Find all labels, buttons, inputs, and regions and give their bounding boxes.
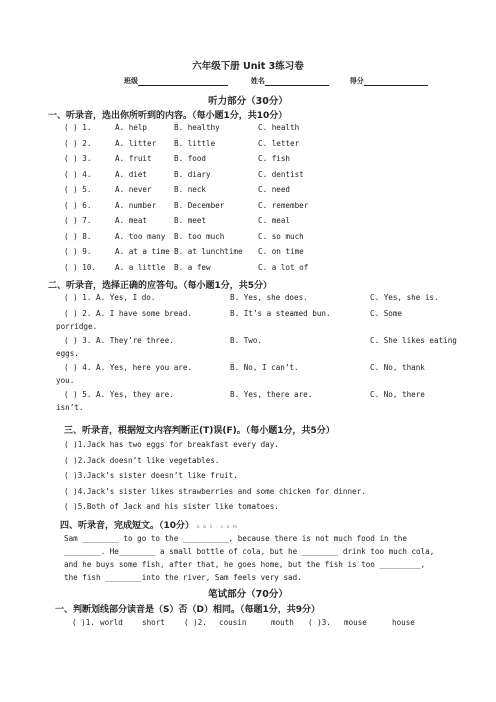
question-number: ( ) 9. xyxy=(64,247,92,256)
sec2-question-row xyxy=(64,309,444,321)
section-3-heading: 三、听录音，根据短文内容判断正(T)误(F)。（每小题1分，共5分） xyxy=(64,426,335,436)
option-b[interactable]: B. at lunchtime xyxy=(174,247,243,256)
underlined-word: cousin xyxy=(219,618,247,627)
true-false-statement: ( )1.Jack has two eggs for breakfast every day. xyxy=(64,440,279,449)
score-label: 得分 xyxy=(349,77,364,85)
true-false-statement: ( )5.Both of Jack and his sister like tomatoes. xyxy=(64,502,279,511)
option-b[interactable]: B. It’s a steamed bun. xyxy=(230,309,331,318)
question-number: ( ) 2. xyxy=(64,138,92,148)
question-number: ( )2. xyxy=(184,618,207,627)
option-c[interactable]: C. letter xyxy=(258,138,300,148)
option-a[interactable]: A. too many xyxy=(115,231,166,241)
question-number: ( ) 1. xyxy=(64,123,92,132)
sec2-question-row xyxy=(64,390,444,402)
option-a[interactable]: A. a little xyxy=(115,262,166,272)
underlined-word: house xyxy=(392,618,415,627)
true-false-statement: ( )2.Jack doesn’t like vegetables. xyxy=(64,455,220,465)
written-part-heading: 笔试部分（70分） xyxy=(208,589,288,600)
sec1-question-row xyxy=(64,263,444,275)
sec1-question-row xyxy=(64,247,444,259)
score-field[interactable] xyxy=(364,78,428,86)
question-number: ( ) 2. xyxy=(64,309,92,318)
question-number: ( ) 4. xyxy=(64,169,92,179)
option-b[interactable]: B. No, I can’t. xyxy=(230,363,299,372)
option-a[interactable]: A. fruit xyxy=(115,154,152,163)
option-c-continued: porridge. xyxy=(56,322,98,331)
option-b[interactable]: B. little xyxy=(174,138,216,148)
true-false-statement: ( )4.Jack’s sister likes strawberries and some chicken for dinner. xyxy=(64,486,366,496)
option-a[interactable]: A. number xyxy=(115,200,157,210)
option-b[interactable]: B. Yes, there are. xyxy=(230,390,313,399)
question-number: ( ) 7. xyxy=(64,216,92,225)
watermark-text: k b 1 . c o m xyxy=(197,525,239,530)
option-b[interactable]: B. too much xyxy=(174,231,225,241)
sec1-question-row xyxy=(64,139,444,151)
option-c[interactable]: C. meal xyxy=(258,216,291,225)
option-c[interactable]: C. No, there xyxy=(370,390,425,399)
underlined-word: mouth xyxy=(271,618,294,627)
underlined-word: mouse xyxy=(344,618,367,627)
question-number: ( ) 6. xyxy=(64,200,92,210)
option-b[interactable]: B. neck xyxy=(174,185,207,194)
option-c[interactable]: C. fish xyxy=(258,154,291,163)
option-c[interactable]: C. Some xyxy=(370,309,403,318)
option-b[interactable]: B. Yes, she does. xyxy=(230,293,308,302)
option-c[interactable]: C. on time xyxy=(258,247,304,256)
option-c[interactable]: C. so much xyxy=(258,231,304,241)
true-false-statement: ( )3.Jack’s sister doesn’t like fruit. xyxy=(64,471,238,480)
question-number: ( ) 8. xyxy=(64,231,92,241)
sec1-question-row xyxy=(64,185,444,197)
option-c[interactable]: C. She likes eating xyxy=(370,336,457,345)
sec1-question-row xyxy=(64,123,444,135)
underlined-word: short xyxy=(142,618,165,627)
question-number: ( ) 3. xyxy=(64,336,92,345)
name-label: 姓名 xyxy=(250,77,265,85)
question-number: ( )3. xyxy=(308,618,331,627)
option-c[interactable]: C. Yes, she is. xyxy=(370,293,439,302)
class-field[interactable] xyxy=(138,78,228,86)
underlined-word: world xyxy=(100,618,123,627)
option-b[interactable]: B. a few xyxy=(174,262,211,272)
question-number: ( )1. xyxy=(72,618,95,627)
sec5-question-row xyxy=(72,618,432,630)
page-title: 六年级下册 Unit 3练习卷 xyxy=(192,61,304,72)
name-field[interactable] xyxy=(265,78,329,86)
sec1-question-row xyxy=(64,216,444,228)
option-b[interactable]: B. diary xyxy=(174,169,211,179)
option-c[interactable]: C. No, thank xyxy=(370,363,425,372)
option-a[interactable]: A. Yes, here you are. xyxy=(96,363,193,372)
question-number: ( ) 5. xyxy=(64,185,92,194)
section-4-passage: Sam ________ to go to the __________, because there is not much food in the ________. He________ a small bottle of cola, but he ________ drink too much cola, and he buys some fish, after that, he goes home, but the fish is too _________, the fish ________into the river, Sam feels very sad. xyxy=(64,534,435,582)
section-2-heading: 二、听录音，选择正确的应答句。（每小题1分，共5分） xyxy=(48,281,273,291)
option-c[interactable]: C. a lot of xyxy=(258,262,309,272)
section-1-heading: 一、听录音，选出你所听到的内容。（每小题1分，共10分） xyxy=(48,111,288,121)
question-number: ( ) 1. xyxy=(64,293,92,302)
question-number: ( ) 4. xyxy=(64,363,92,372)
sec2-question-row xyxy=(64,336,457,348)
sec1-question-row xyxy=(64,201,444,213)
sec1-question-row xyxy=(64,170,444,182)
option-b[interactable]: B. food xyxy=(174,154,207,163)
option-a[interactable]: A. They’re three. xyxy=(96,336,174,345)
option-a[interactable]: A. help xyxy=(115,123,148,132)
question-number: ( ) 10. xyxy=(64,262,97,272)
question-number: ( ) 5. xyxy=(64,390,92,399)
option-b[interactable]: B. meet xyxy=(174,216,207,225)
sec1-question-row xyxy=(64,154,444,166)
option-a[interactable]: A. Yes, they are. xyxy=(96,390,174,399)
listening-part-heading: 听力部分（30分） xyxy=(208,96,288,107)
option-c[interactable]: C. need xyxy=(258,185,291,194)
student-info-line xyxy=(124,76,428,86)
option-c[interactable]: C. health xyxy=(258,123,300,132)
option-a[interactable]: A. at a time xyxy=(115,247,170,256)
option-c-continued: isn’t. xyxy=(56,403,84,412)
option-a[interactable]: A. never xyxy=(115,185,152,194)
option-a[interactable]: A. I have some bread. xyxy=(96,309,193,318)
section-4-title: 四、听录音，完成短文。（10分） xyxy=(60,521,195,531)
option-c[interactable]: C. remember xyxy=(258,200,309,210)
option-b[interactable]: B. December xyxy=(174,200,225,210)
option-b[interactable]: B. healthy xyxy=(174,123,220,132)
option-c-continued: you. xyxy=(56,376,75,385)
option-c[interactable]: C. dentist xyxy=(258,169,304,179)
option-a[interactable]: A. diet xyxy=(115,169,148,179)
option-c-continued: eggs. xyxy=(56,349,79,358)
option-a[interactable]: A. Yes, I do. xyxy=(96,293,156,302)
sec2-question-row xyxy=(64,363,444,375)
section-5-heading: 一、判断划线部分读音是（S）否（D）相同。（每题1分，共9分） xyxy=(55,605,320,615)
option-b[interactable]: B. Two. xyxy=(230,336,263,345)
class-label: 班级 xyxy=(124,77,138,85)
option-a[interactable]: A. litter xyxy=(115,138,157,148)
section-4-heading xyxy=(60,518,238,531)
question-number: ( ) 3. xyxy=(64,154,92,163)
sec1-question-row xyxy=(64,232,444,244)
sec2-question-row xyxy=(64,293,444,305)
option-a[interactable]: A. meat xyxy=(115,216,148,225)
